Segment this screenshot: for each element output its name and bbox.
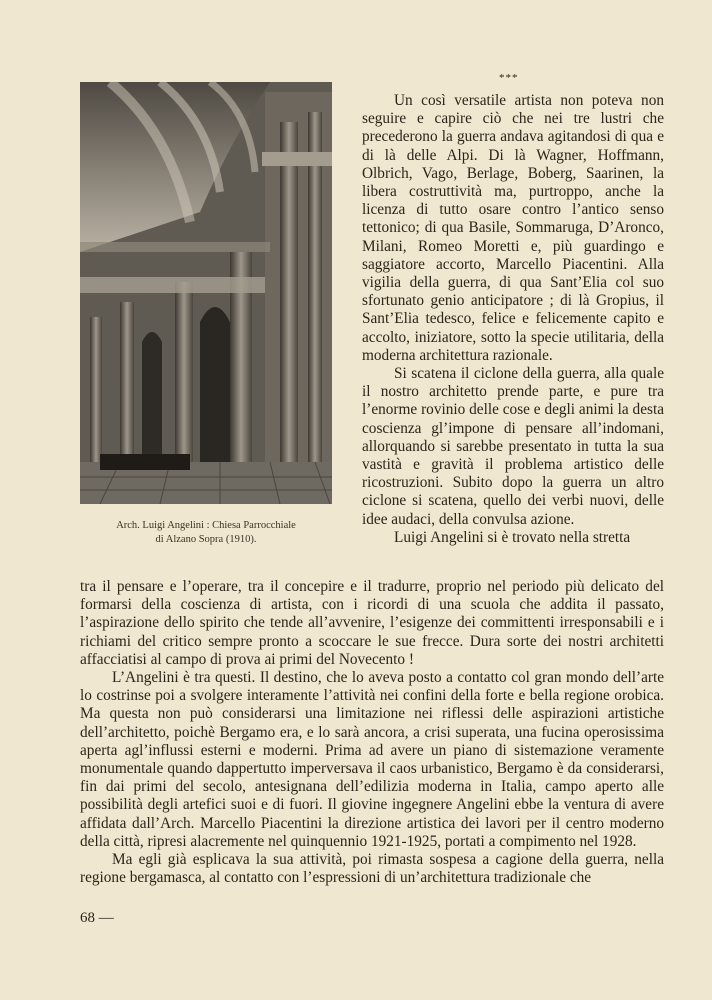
paragraph-ciclone: Si scatena il ciclone della guerra, alla quale il nostro architetto prende parte, e pure tra l’enorme rovinio delle cose e degli animi la desta coscienza gl’impone di pensare all’indomani, allorquando si sarebbe presentato in tutta la sua vastità e gravità il problema artistico delle ricostruzioni. Subito dopo la guerra un altro ciclone si scatena, quello dei verbi nuovi, delle idee audaci, della convulsa azione. <box>362 365 664 528</box>
caption-line-2: di Alzano Sopra (1910). <box>155 534 257 545</box>
page-number: 68 — <box>80 910 114 926</box>
text-column <box>362 92 664 547</box>
paragraph-angelini-start: Luigi Angelini si è trovato nella stretta <box>394 528 631 546</box>
paragraph-destino: L’Angelini è tra questi. Il destino, che lo aveva posto a contatto col gran mondo dell’arte lo costrinse poi a svolgere interamente l’attività nei confini della forte e bella regione orobica. Ma questa non può considerarsi una limitazione nei riflessi delle aspirazioni artistiche dell’architetto, poichè Bergamo era, e lo sarà ancora, a crisi superata, una fucina operosissima aperta agl’influssi esterni e moderni. Prima ad avere un piano di sistemazione veramente monumentale quando dappertutto imperversava il caos urbanistico, Bergamo è da considerarsi, fin dai primi del secolo, antesignana dell’edilizia moderna in Italia, campo aperto alle possibilità degli artefici suoi e di fuori. Il giovine ingegnere Angelini ebbe la ventura di avere affidata dall’Arch. Marcello Piacentini la direzione artistica dei lavori per il centro moderno della città, ripresi alacremente nel quinquennio 1921-1925, portati a compimento nel 1928. <box>80 669 664 850</box>
paragraph-versatile: Un così versatile artista non poteva non seguire e capire ciò che nei tre lustri che precederono la guerra andava agitandosi di qua e di là delle Alpi. Di là Wagner, Hoffmann, Olbrich, Vago, Berlage, Boberg, Saarinen, la libera costruttività ma, purtroppo, anche la licenza di tutto osare contro l’antico senso tettonico; di qua Basile, Sommaruga, D’Aronco, Milani, Romeo Moretti e, più guardingo e saggiatore accorto, Marcello Piacentini. Alla vigilia della guerra, di qua Sant’Elia col suo sfortunato genio anticipatore ; di là Gropius, il Sant’Elia tedesco, felice e felicemente capito e accolto, iniziatore, sotto la specie utilitaria, della moderna architettura razionale. <box>362 92 664 364</box>
caption-line-1: Arch. Luigi Angelini : Chiesa Parrocchiale <box>116 520 296 531</box>
full-width-text <box>80 578 664 887</box>
section-ornament: *** <box>499 72 519 84</box>
figure-caption <box>80 519 332 547</box>
church-interior-illustration <box>80 82 332 504</box>
paragraph-attivita: Ma egli già esplicava la sua attività, poi rimasta sospesa a cagione della guerra, nella regione bergamasca, al contatto con l’espressioni di un’architettura tradizionale che <box>80 851 664 887</box>
church-interior-photo <box>80 82 332 504</box>
paragraph-continuation: tra il pensare e l’operare, tra il concepire e il tradurre, proprio nel periodo più delicato del formarsi della coscienza di artista, con i ricordi di una scuola che addita il passato, l’aspirazione dello spirito che tende all’avvenire, l’esigenze dei committenti irresponsabili e i richiami del critico sempre pronto a scoccare le sue frecce. Dura sorte dei nostri architetti affacciatisi al campo di prova ai primi del Novecento ! <box>80 578 664 668</box>
